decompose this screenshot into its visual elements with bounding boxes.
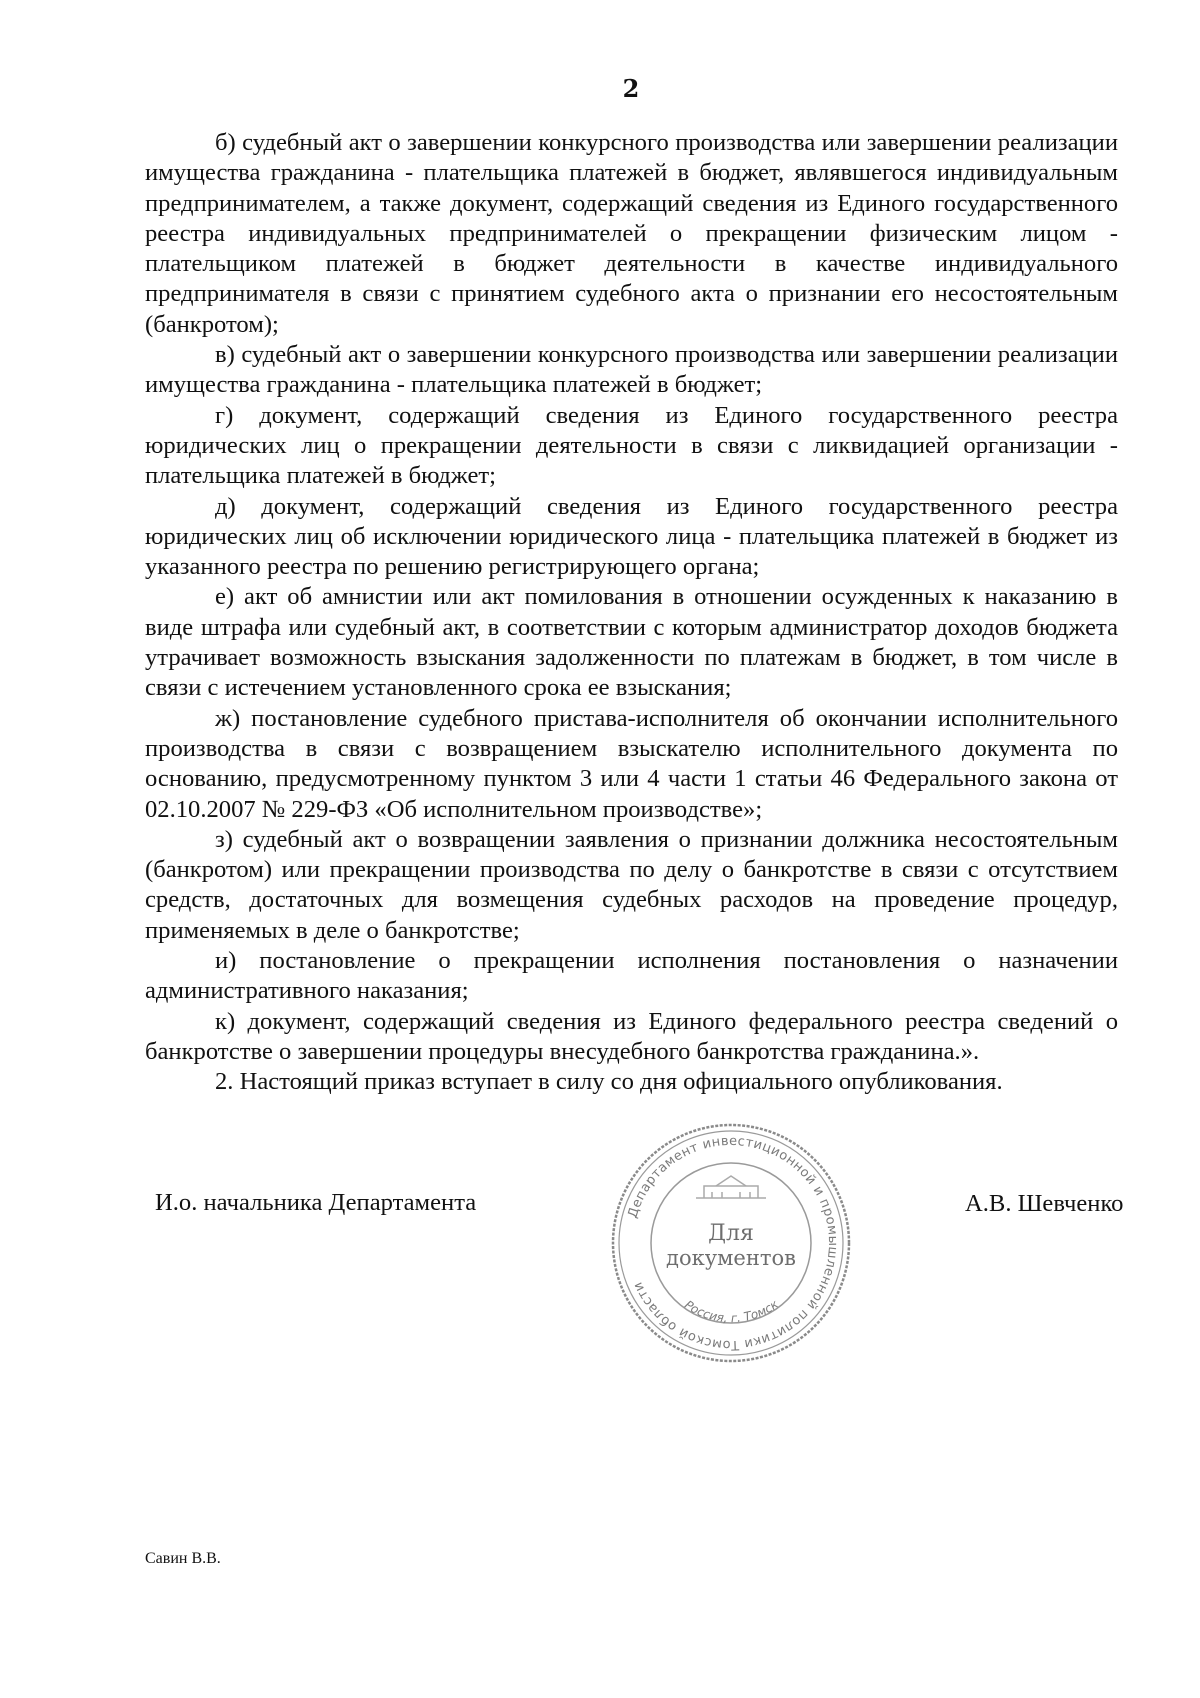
document-body [145, 128, 1118, 1098]
paragraph-b: б) судебный акт о завершении конкурсного производства или завершении реализации имущества гражданина - плательщика платежей в бюджет, являвшегося индивидуальным предпринимателем, а также документ, содержащий сведения из Единого государственного реестра индивидуальных предпринимателей о прекращении физическим лицом - плательщиком платежей в бюджет деятельности в качестве индивидуального предпринимателя в связи с принятием судебного акта о признании его несостоятельным (банкротом); [145, 129, 1118, 338]
stamp-center-line1: Для [708, 1221, 754, 1246]
stamp-building-icon [696, 1176, 766, 1198]
paragraph-d: д) документ, содержащий сведения из Единого государственного реестра юридических лиц об исключении юридического лица - плательщика платежей в бюджет из указанного реестра по решению регистрирующего органа; [145, 492, 1118, 581]
stamp-center-line2: документов [666, 1246, 796, 1270]
paragraph-z: з) судебный акт о возвращении заявления о признании должника несостоятельным (банкротом) или прекращении производства по делу о банкротстве в связи с отсутствием средств, достаточных для возмещения судебных расходов на проведение процедур, применяемых в деле о банкротстве; [145, 825, 1118, 944]
paragraph-v: в) судебный акт о завершении конкурсного производства или завершении реализации имущества гражданина - плательщика платежей в бюджет; [145, 341, 1118, 399]
paragraph-k: к) документ, содержащий сведения из Единого федерального реестра сведений о банкротстве о завершении процедуры внесудебного банкротства гражданина.». [145, 1007, 1118, 1065]
official-seal-stamp [608, 1120, 854, 1366]
page-number: 2 [622, 74, 640, 103]
paragraph-i: и) постановление о прекращении исполнения постановления о назначении административного наказания; [145, 947, 1118, 1005]
paragraph-effective-date: 2. Настоящий приказ вступает в силу со дня официального опубликования. [215, 1068, 1003, 1096]
stamp-bottom-text: Россия, г. Томск [682, 1297, 781, 1326]
signatory-name: А.В. Шевченко [965, 1190, 1124, 1217]
paragraph-zh: ж) постановление судебного пристава-исполнителя об окончании исполнительного производства в связи с возвращением взыскателю исполнительного документа по основанию, предусмотренному пунктом 3 или 4 части 1 статьи 46 Федерального закона от 02.10.2007 № 229-ФЗ «Об исполнительном производстве»; [145, 704, 1118, 823]
paragraph-g: г) документ, содержащий сведения из Единого государственного реестра юридических лиц о прекращении деятельности в связи с ликвидацией организации - плательщика платежей в бюджет; [145, 401, 1118, 490]
paragraph-e: е) акт об амнистии или акт помилования в отношении осужденных к наказанию в виде штрафа или судебный акт, в соответствии с которым администратор доходов бюджета утрачивает возможность взыскания задолженности по платежам в бюджет, в том числе в связи с истечением установленного срока ее взыскания; [145, 583, 1118, 702]
signatory-position: И.о. начальника Департамента [155, 1189, 477, 1216]
executor-name: Савин В.В. [145, 1550, 221, 1567]
stamp-ring-text: Департамент инвестиционной и промышленной политики Томской области [625, 1133, 841, 1353]
